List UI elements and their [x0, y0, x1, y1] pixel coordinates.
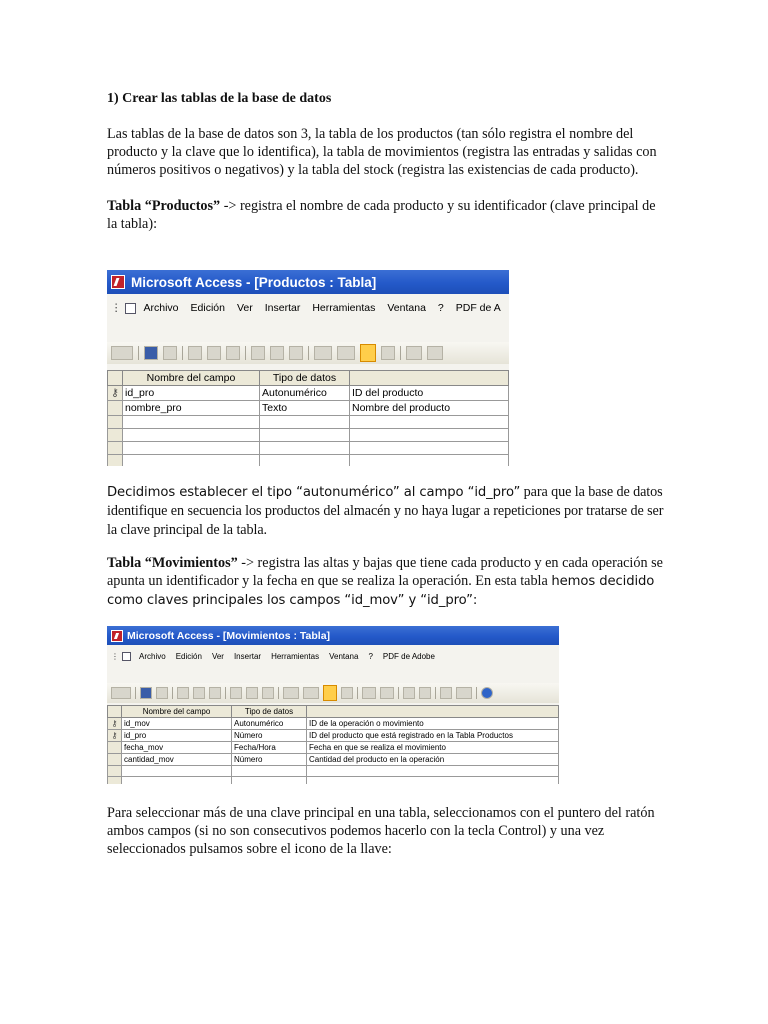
data-type-cell[interactable]: [232, 766, 307, 777]
primary-key-button[interactable]: [360, 344, 376, 362]
movimientos-text-b: hemos decidido como claves principales los campos “id_mov” y “id_pro”:: [107, 574, 655, 609]
menu-ver[interactable]: Ver: [236, 302, 253, 314]
menu-ver[interactable]: Ver: [211, 651, 224, 661]
data-type-cell[interactable]: Autonumérico: [232, 718, 307, 730]
field-name-cell[interactable]: [123, 442, 260, 455]
table-row[interactable]: [108, 742, 559, 754]
description-cell[interactable]: Fecha en que se realiza el movimiento: [307, 742, 559, 754]
row-selector-header: [108, 706, 122, 718]
properties-button[interactable]: [403, 687, 415, 699]
section-heading: 1) Crear las tablas de la base de datos: [107, 91, 332, 106]
window-title: Microsoft Access - [Productos : Tabla]: [131, 274, 377, 290]
field-design-grid: [107, 370, 509, 466]
document-page: [107, 90, 667, 233]
header-nombre-campo: Nombre del campo: [123, 371, 260, 386]
productos-paragraph: [107, 197, 667, 233]
access-window-productos: [107, 270, 509, 466]
header-nombre-campo: Nombre del campo: [122, 706, 232, 718]
description-cell[interactable]: [350, 442, 509, 455]
primary-key-button[interactable]: [323, 685, 337, 701]
menu-herramientas[interactable]: Herramientas: [271, 651, 320, 661]
description-cell[interactable]: ID del producto que está registrado en la Tabla Productos: [307, 730, 559, 742]
intro-paragraph: Las tablas de la base de datos son 3, la tabla de los productos (tan sólo registra el nombre del producto y la clave que lo identifica), la tabla de movimientos (registra las entradas y salidas con números positivos o negativos) y la tabla del stock (registra las existencias de cada producto).: [107, 126, 657, 179]
description-cell[interactable]: [307, 766, 559, 777]
description-cell[interactable]: [307, 777, 559, 785]
copy-button[interactable]: [246, 687, 258, 699]
data-type-cell[interactable]: [232, 777, 307, 785]
movimientos-paragraph: [107, 554, 667, 611]
header-tipo-datos: Tipo de datos: [260, 371, 350, 386]
row-selector-header: [108, 371, 123, 386]
row-selector[interactable]: [108, 742, 122, 754]
data-type-cell[interactable]: Número: [232, 754, 307, 766]
table-row[interactable]: [108, 766, 559, 777]
productos-label: Tabla “Productos”: [107, 197, 221, 214]
search-button[interactable]: [163, 346, 177, 360]
save-button[interactable]: [140, 687, 152, 699]
spell-button[interactable]: [209, 687, 221, 699]
row-selector[interactable]: [108, 429, 123, 442]
menu-insertar[interactable]: Insertar: [264, 302, 301, 314]
table-row[interactable]: [108, 401, 509, 416]
delete-rows-button[interactable]: [380, 687, 394, 699]
table-row[interactable]: [108, 777, 559, 785]
table-row[interactable]: [108, 416, 509, 429]
document-icon[interactable]: [122, 652, 131, 661]
redo-button[interactable]: [303, 687, 319, 699]
menu-edicion[interactable]: Edición: [175, 651, 202, 661]
insert-rows-button[interactable]: [406, 346, 422, 360]
menu-insertar[interactable]: Insertar: [233, 651, 262, 661]
print-button[interactable]: [177, 687, 189, 699]
menu-herramientas[interactable]: Herramientas: [312, 302, 376, 314]
description-cell[interactable]: ID de la operación o movimiento: [307, 718, 559, 730]
indexes-button[interactable]: [381, 346, 395, 360]
data-type-cell[interactable]: Texto: [260, 401, 350, 416]
menu-pdf[interactable]: PDF de A: [455, 302, 501, 314]
field-name-cell[interactable]: id_pro: [123, 386, 260, 401]
field-name-cell[interactable]: [123, 455, 260, 467]
decidimos-rest: para que la base de datos identifique en secuencia los productos del almacén y no haya lugar a repeticiones por tratarse de ser la clave principal de la tabla.: [107, 484, 664, 539]
description-cell[interactable]: [350, 429, 509, 442]
field-name-cell[interactable]: cantidad_mov: [122, 754, 232, 766]
primary-key-icon[interactable]: ⚷: [108, 386, 123, 401]
primary-key-icon[interactable]: ⚷: [108, 718, 122, 730]
table-row[interactable]: [108, 386, 509, 401]
row-selector[interactable]: [108, 401, 123, 416]
primary-key-icon[interactable]: ⚷: [108, 730, 122, 742]
data-type-cell[interactable]: Autonumérico: [260, 386, 350, 401]
menu-archivo[interactable]: Archivo: [143, 302, 179, 314]
field-name-cell[interactable]: [122, 777, 232, 785]
table-row[interactable]: [108, 730, 559, 742]
row-selector[interactable]: [108, 754, 122, 766]
data-type-cell[interactable]: Fecha/Hora: [232, 742, 307, 754]
table-row[interactable]: [108, 718, 559, 730]
data-type-cell[interactable]: [260, 429, 350, 442]
indexes-button[interactable]: [341, 687, 353, 699]
access-app-icon: [111, 630, 123, 642]
menu-help[interactable]: ?: [368, 651, 373, 661]
header-tipo-datos: Tipo de datos: [232, 706, 307, 718]
window-title-bar: [107, 626, 559, 645]
menu-help[interactable]: ?: [437, 302, 444, 314]
movimientos-text: -> registra las altas y bajas que tiene cada producto y en cada operación se apunta un identificador y la fecha en que se realiza la operación. En esta tabla: [107, 555, 663, 590]
window-title: Microsoft Access - [Movimientos : Tabla]: [127, 629, 331, 642]
menu-archivo[interactable]: Archivo: [139, 651, 166, 661]
table-row[interactable]: [108, 455, 509, 467]
undo-button[interactable]: [314, 346, 332, 360]
toolbar: [107, 683, 559, 703]
redo-button[interactable]: [337, 346, 355, 360]
database-window-button[interactable]: [440, 687, 452, 699]
save-button[interactable]: [144, 346, 158, 360]
preview-button[interactable]: [193, 687, 205, 699]
search-button[interactable]: [156, 687, 168, 699]
preview-button[interactable]: [207, 346, 221, 360]
spell-button[interactable]: [226, 346, 240, 360]
description-cell[interactable]: [350, 416, 509, 429]
help-button[interactable]: [481, 687, 493, 699]
row-selector[interactable]: [108, 777, 122, 785]
description-cell[interactable]: Nombre del producto: [350, 401, 509, 416]
view-button[interactable]: [111, 687, 131, 699]
delete-rows-button[interactable]: [427, 346, 443, 360]
row-selector[interactable]: [108, 455, 123, 467]
table-row[interactable]: [108, 442, 509, 455]
insert-rows-button[interactable]: [362, 687, 376, 699]
new-object-button[interactable]: [456, 687, 472, 699]
decidimos-lead: Decidimos establecer el tipo “autonumérico” al campo “id_pro”: [107, 485, 521, 500]
data-type-cell[interactable]: Número: [232, 730, 307, 742]
field-name-cell[interactable]: [123, 429, 260, 442]
row-selector[interactable]: [108, 416, 123, 429]
menu-edicion[interactable]: Edición: [190, 302, 225, 314]
final-paragraph: Para seleccionar más de una clave principal en una tabla, seleccionamos con el puntero del ratón ambos campos (si no son consecutivos podemos hacerlo con la tecla Control) y una vez seleccionados pulsamos sobre el icono de la llave:: [107, 805, 655, 858]
movimientos-label: Tabla “Movimientos”: [107, 555, 238, 571]
toolbar: [107, 342, 509, 364]
header-descripcion: [350, 371, 509, 386]
decidimos-paragraph: [107, 483, 667, 541]
menu-grip-icon: ⋮: [111, 302, 122, 314]
menu-ventana[interactable]: Ventana: [329, 651, 359, 661]
menu-ventana[interactable]: Ventana: [387, 302, 426, 314]
row-selector[interactable]: [108, 766, 122, 777]
data-type-cell[interactable]: [260, 416, 350, 429]
productos-text: -> registra el nombre de cada producto y su identificador (clave principal de la tabla):: [107, 197, 656, 232]
header-descripcion: [307, 706, 559, 718]
table-row[interactable]: [108, 429, 509, 442]
field-name-cell[interactable]: nombre_pro: [123, 401, 260, 416]
description-cell[interactable]: Cantidad del producto en la operación: [307, 754, 559, 766]
row-selector[interactable]: [108, 442, 123, 455]
menu-pdf[interactable]: PDF de Adobe: [382, 651, 435, 661]
menu-bar: [107, 645, 559, 667]
field-name-cell[interactable]: [122, 766, 232, 777]
build-button[interactable]: [419, 687, 431, 699]
cut-button[interactable]: [230, 687, 242, 699]
view-button[interactable]: [111, 346, 133, 360]
field-name-cell[interactable]: id_mov: [122, 718, 232, 730]
undo-button[interactable]: [283, 687, 299, 699]
data-type-cell[interactable]: [260, 455, 350, 467]
table-row[interactable]: [108, 754, 559, 766]
cut-button[interactable]: [251, 346, 265, 360]
field-name-cell[interactable]: id_pro: [122, 730, 232, 742]
data-type-cell[interactable]: [260, 442, 350, 455]
field-name-cell[interactable]: [123, 416, 260, 429]
paste-button[interactable]: [262, 687, 274, 699]
paste-button[interactable]: [289, 346, 303, 360]
window-title-bar: [107, 270, 509, 294]
access-window-movimientos: [107, 626, 559, 784]
access-app-icon: [111, 275, 125, 289]
document-icon[interactable]: [125, 303, 136, 314]
description-cell[interactable]: ID del producto: [350, 386, 509, 401]
field-design-grid: [107, 705, 559, 784]
menu-grip-icon: ⋮: [111, 651, 119, 661]
copy-button[interactable]: [270, 346, 284, 360]
field-name-cell[interactable]: fecha_mov: [122, 742, 232, 754]
menu-bar: [107, 294, 509, 322]
print-button[interactable]: [188, 346, 202, 360]
description-cell[interactable]: [350, 455, 509, 467]
